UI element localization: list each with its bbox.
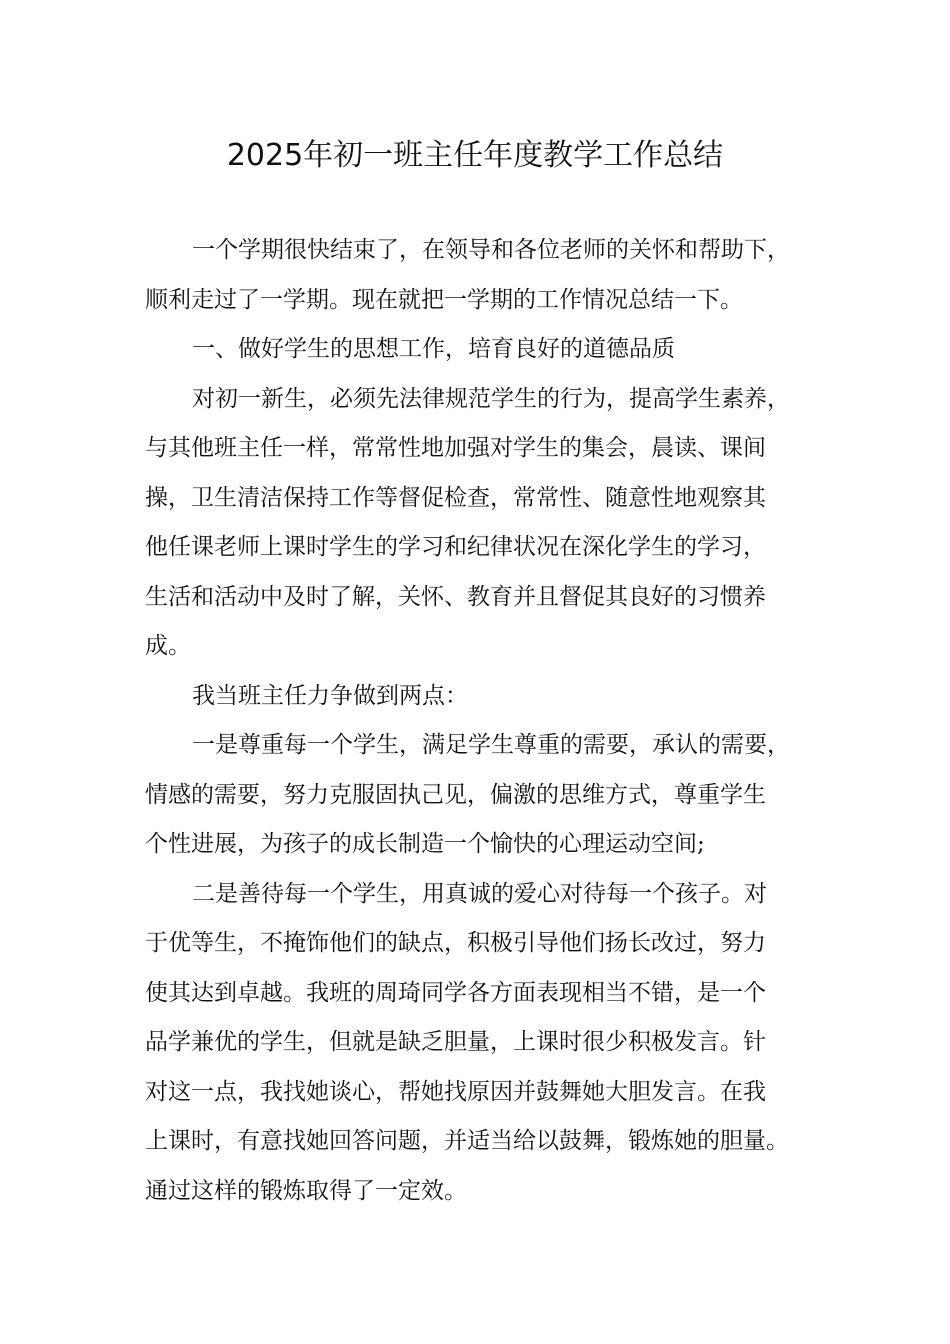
text-line: 顺利走过了一学期。现在就把一学期的工作情况总结一下。 bbox=[145, 286, 743, 313]
text-line: 情感的需要，努力克服固执己见，偏激的思维方式，尊重学生 bbox=[145, 781, 766, 808]
document-body bbox=[145, 226, 805, 1216]
document-title: 2025年初一班主任年度教学工作总结 bbox=[226, 138, 724, 173]
text-line: 二是善待每一个学生，用真诚的爱心对待每一个孩子。对 bbox=[192, 880, 767, 907]
text-line: 对初一新生，必须先法律规范学生的行为，提高学生素养， bbox=[192, 385, 790, 412]
text-line: 于优等生，不掩饰他们的缺点，积极引导他们扬长改过，努力 bbox=[145, 930, 766, 956]
section-heading: 一、做好学生的思想工作，培育良好的道德品质 bbox=[192, 336, 675, 362]
text-line: 上课时，有意找她回答问题，并适当给以鼓舞，锻炼她的胆量。 bbox=[145, 1128, 789, 1154]
text-line: 个性进展，为孩子的成长制造一个愉快的心理运动空间; bbox=[145, 831, 705, 857]
text-line: 一是尊重每一个学生，满足学生尊重的需要，承认的需要， bbox=[192, 732, 790, 758]
text-line: 他任课老师上课时学生的学习和纪律状况在深化学生的学习， bbox=[145, 534, 766, 560]
text-line: 通过这样的锻炼取得了一定效。 bbox=[145, 1177, 467, 1204]
text-line: 使其达到卓越。我班的周琦同学各方面表现相当不错，是一个 bbox=[145, 979, 766, 1006]
text-line: 生活和活动中及时了解，关怀、教育并且督促其良好的习惯养 bbox=[145, 583, 766, 610]
text-line: 品学兼优的学生，但就是缺乏胆量，上课时很少积极发言。针 bbox=[145, 1029, 766, 1055]
text-line: 对这一点，我找她谈心，帮她找原因并鼓舞她大胆发言。在我 bbox=[145, 1078, 766, 1105]
text-line: 成。 bbox=[145, 633, 191, 659]
text-line: 与其他班主任一样，常常性地加强对学生的集会，晨读、课间 bbox=[145, 435, 766, 461]
text-line: 操，卫生清洁保持工作等督促检查，常常性、随意性地观察其 bbox=[145, 484, 766, 511]
text-line: 一个学期很快结束了，在领导和各位老师的关怀和帮助下， bbox=[192, 237, 790, 263]
text-line: 我当班主任力争做到两点： bbox=[192, 682, 468, 709]
